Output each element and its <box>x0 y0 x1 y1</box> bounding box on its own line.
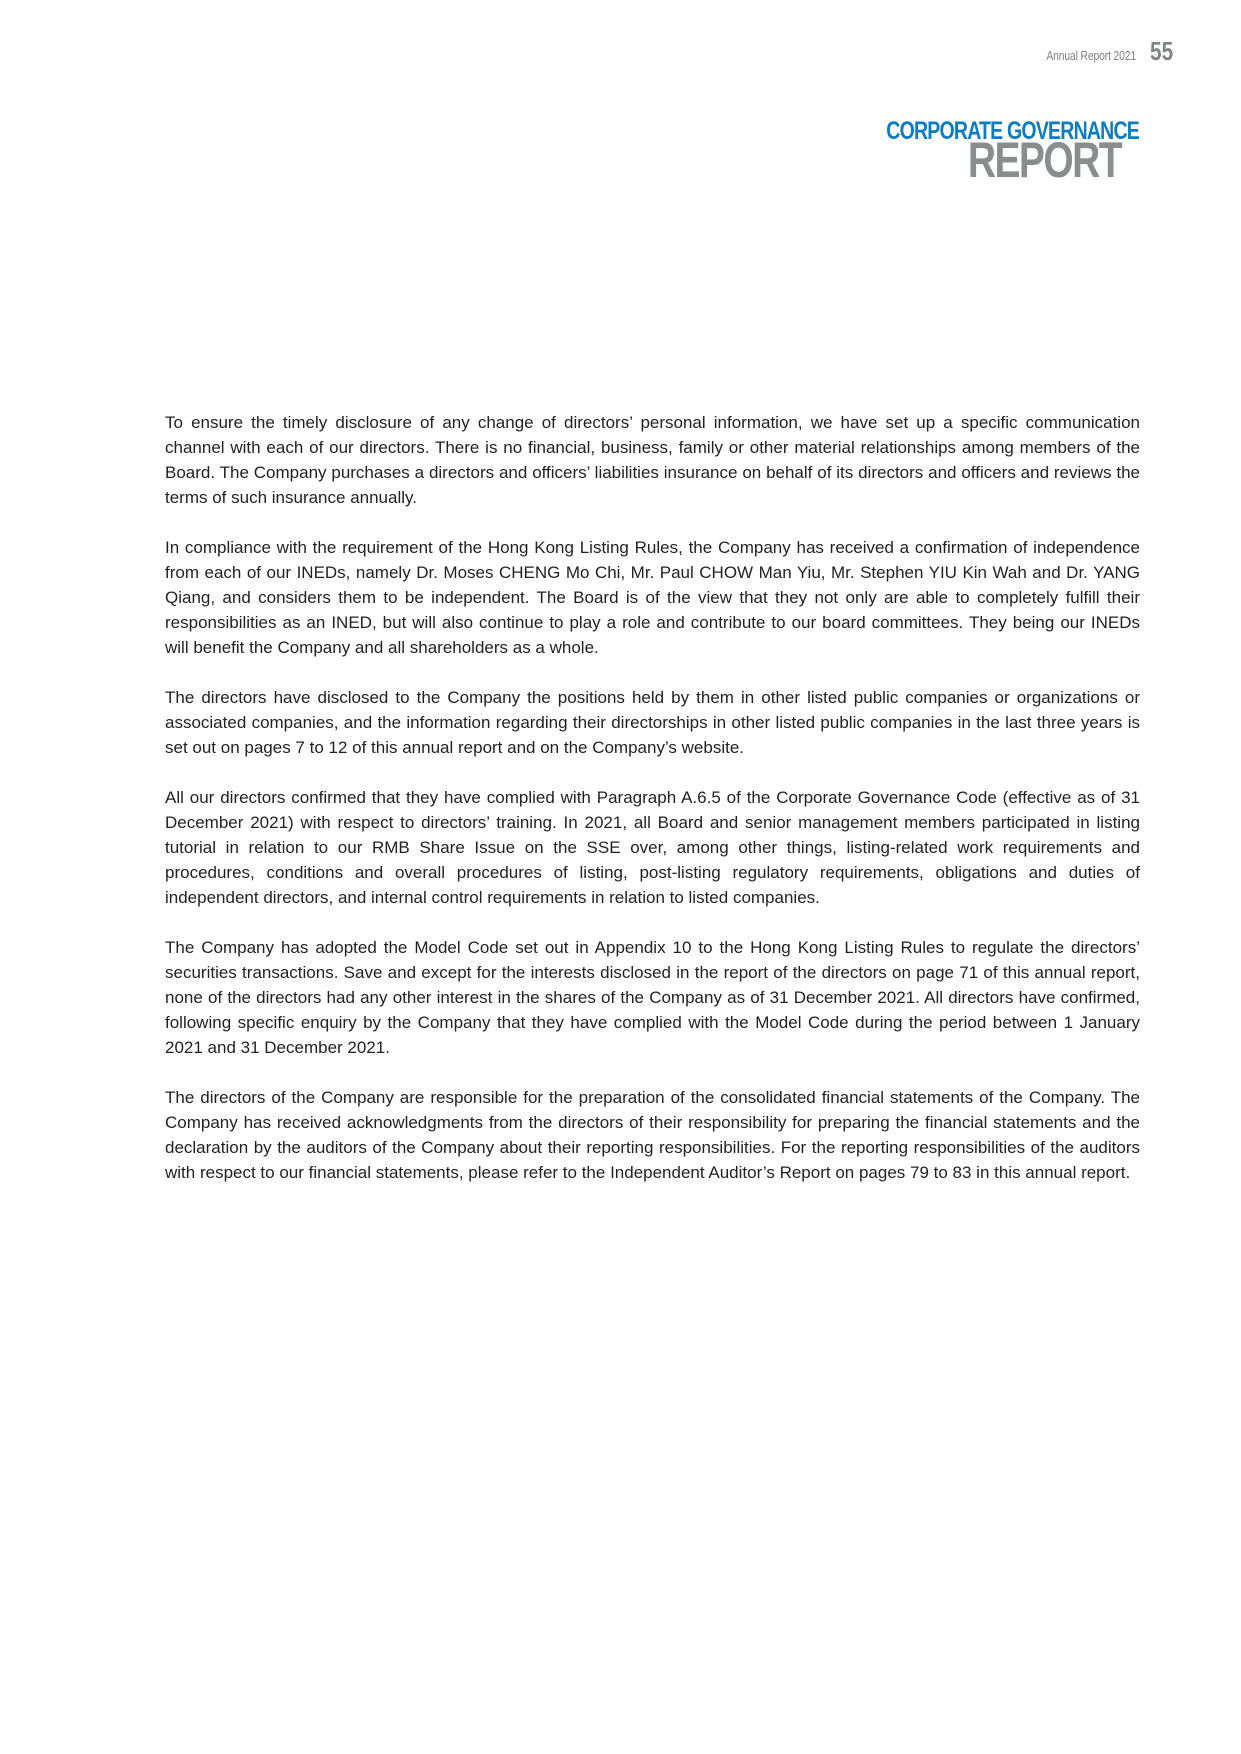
running-header <box>1024 36 1179 67</box>
page-number: 55 <box>1150 36 1174 66</box>
section-title <box>815 117 1139 188</box>
paragraph: The directors have disclosed to the Company the positions held by them in other listed public companies or organizations or associated companies, and the information regarding their directorships in other listed public companies in the last three years is set out on pages 7 to 12 of this annual report and on the Company’s website. <box>165 688 1140 757</box>
paragraph: All our directors confirmed that they have complied with Paragraph A.6.5 of the Corporate Governance Code (effective as of 31 December 2021) with respect to directors’ training. In 2021, all Board and senior management members participated in listing tutorial in relation to our RMB Share Issue on the SSE over, among other things, listing-related work requirements and procedures, conditions and overall procedures of listing, post-listing regulatory requirements, obligations and duties of independent directors, and internal control requirements in relation to listed companies. <box>165 788 1140 907</box>
body-text <box>165 410 1140 1210</box>
paragraph: The directors of the Company are responsible for the preparation of the consolidated financial statements of the Company. The Company has received acknowledgments from the directors of their responsibility for preparing the financial statements and the declaration by the auditors of the Company about their reporting responsibilities. For the reporting responsibilities of the auditors with respect to our financial statements, please refer to the Independent Auditor’s Report on pages 79 to 83 in this annual report. <box>165 1088 1140 1182</box>
section-title-line2: REPORT <box>967 132 1121 188</box>
paragraph: The Company has adopted the Model Code set out in Appendix 10 to the Hong Kong Listing Rules to regulate the directors’ securities transactions. Save and except for the interests disclosed in the report of the directors on page 71 of this annual report, none of the directors had any other interest in the shares of the Company as of 31 December 2021. All directors have confirmed, following specific enquiry by the Company that they have complied with the Model Code during the period between 1 January 2021 and 31 December 2021. <box>165 938 1140 1057</box>
paragraph: In compliance with the requirement of the Hong Kong Listing Rules, the Company has received a confirmation of independence from each of our INEDs, namely Dr. Moses CHENG Mo Chi, Mr. Paul CHOW Man Yiu, Mr. Stephen YIU Kin Wah and Dr. YANG Qiang, and considers them to be independent. The Board is of the view that they not only are able to completely fulfill their responsibilities as an INED, but will also continue to play a role and contribute to our board committees. They being our INEDs will benefit the Company and all shareholders as a whole. <box>165 538 1140 657</box>
paragraph: To ensure the timely disclosure of any change of directors’ personal information, we have set up a specific communication channel with each of our directors. There is no financial, business, family or other material relationships among members of the Board. The Company purchases a directors and officers’ liabilities insurance on behalf of its directors and officers and reviews the terms of such insurance annually. <box>165 413 1140 507</box>
running-title: Annual Report 2021 <box>1046 48 1137 63</box>
section-title-line1: CORPORATE GOVERNANCE <box>886 117 1139 145</box>
